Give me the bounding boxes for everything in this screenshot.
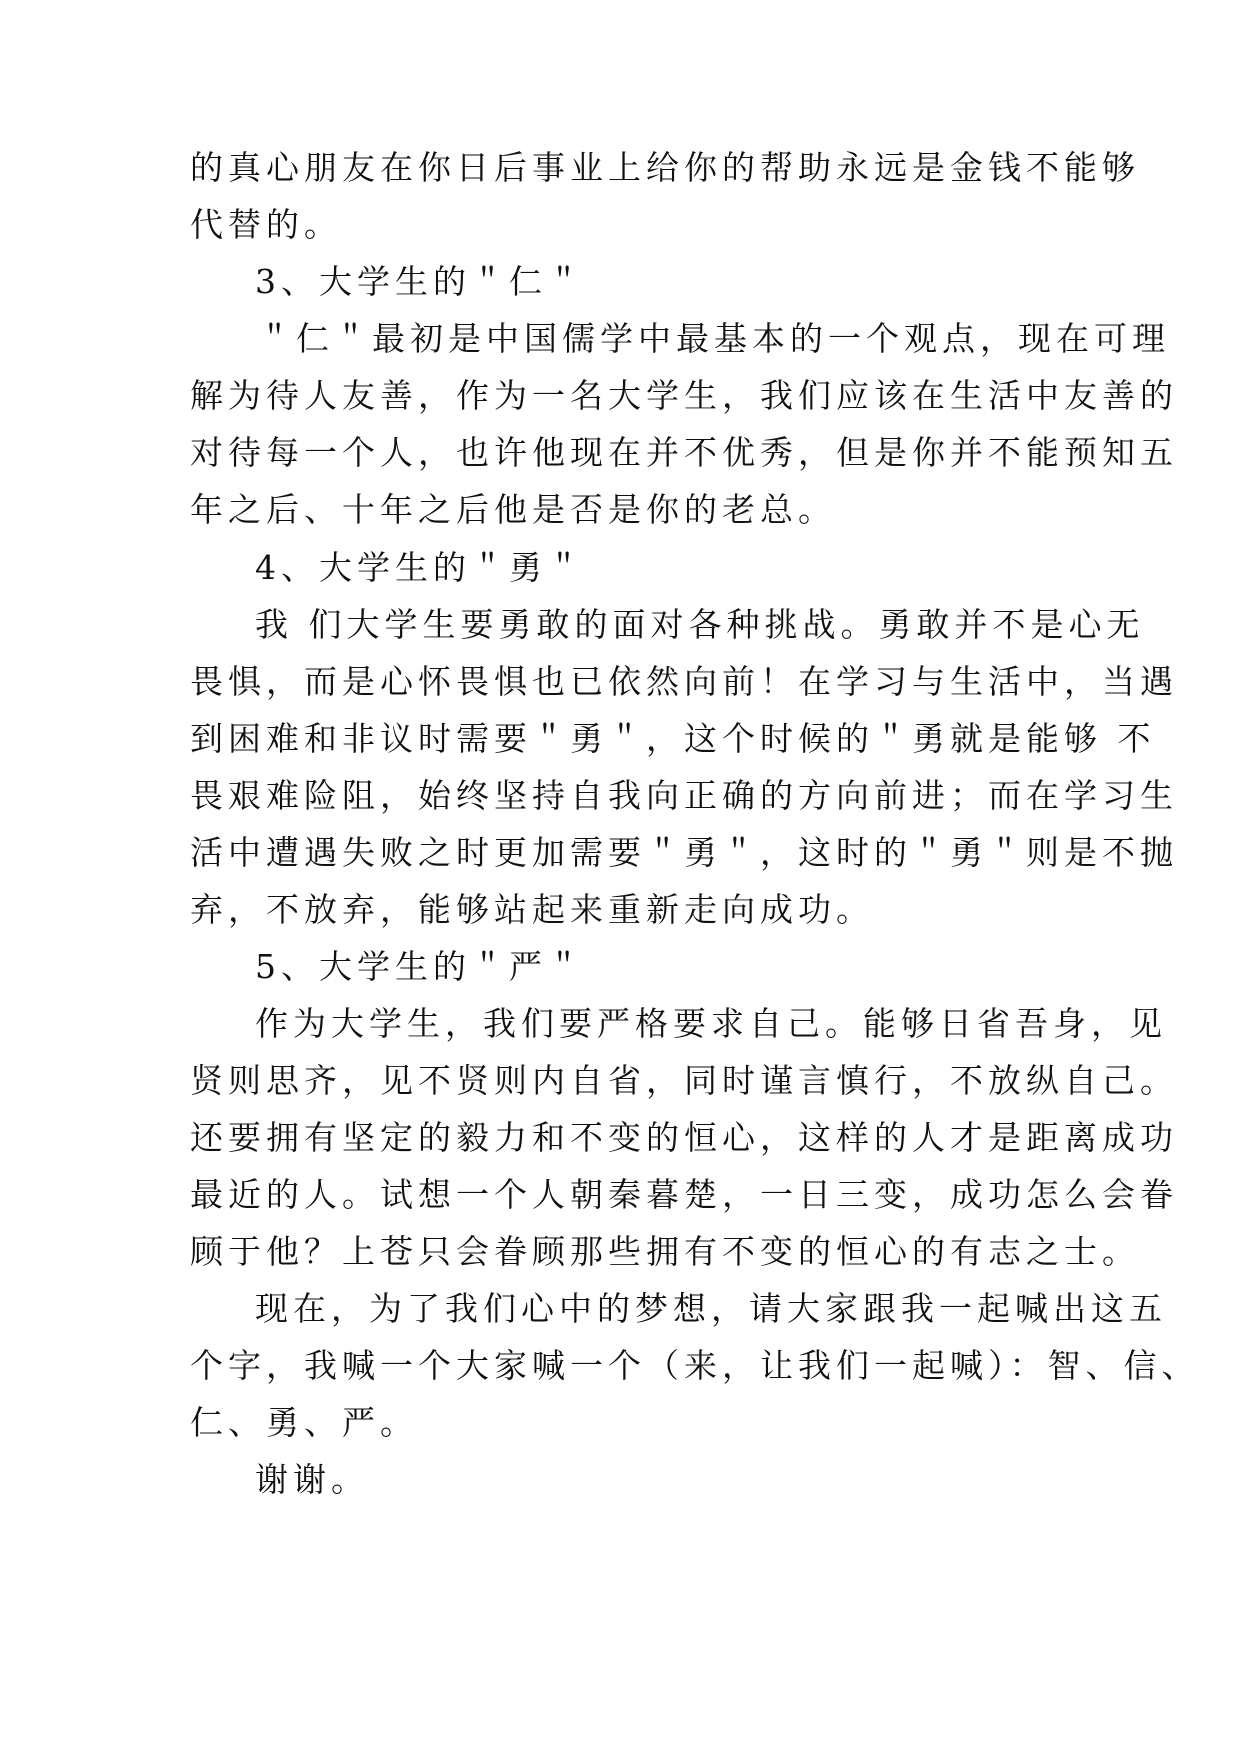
text-line: 畏惧，而是心怀畏惧也已依然向前！在学习与生活中，当遇	[190, 662, 1178, 701]
text-line: 的真心朋友在你日后事业上给你的帮助永远是金钱不能够	[190, 148, 1140, 187]
text-line: 个字，我喊一个大家喊一个（来，让我们一起喊）：智、信、	[190, 1346, 1200, 1385]
text-line: 代替的。	[190, 205, 342, 244]
text-line: 对待每一个人，也许他现在并不优秀，但是你并不能预知五	[190, 433, 1178, 472]
closing-thanks: 谢谢。	[255, 1460, 369, 1499]
text-line: 仁、勇、严。	[190, 1403, 418, 1442]
section-heading-yan: 5、大学生的＂严＂	[255, 947, 585, 986]
section-heading-ren: 3、大学生的＂仁＂	[255, 262, 585, 301]
text-line: 畏艰难险阻，始终坚持自我向正确的方向前进；而在学习生	[190, 776, 1178, 815]
text-line: 现在，为了我们心中的梦想，请大家跟我一起喊出这五	[255, 1289, 1167, 1328]
text-line: 年之后、十年之后他是否是你的老总。	[190, 490, 836, 529]
text-line: ＂仁＂最初是中国儒学中最基本的一个观点，现在可理	[258, 319, 1170, 358]
text-line: 还要拥有坚定的毅力和不变的恒心，这样的人才是距离成功	[190, 1118, 1178, 1157]
text-line: 我 们大学生要勇敢的面对各种挑战。勇敢并不是心无	[255, 605, 1145, 644]
text-line: 弃，不放弃，能够站起来重新走向成功。	[190, 890, 874, 929]
text-line: 活中遭遇失败之时更加需要＂勇＂，这时的＂勇＂则是不抛	[190, 833, 1178, 872]
text-line: 最近的人。试想一个人朝秦暮楚，一日三变，成功怎么会眷	[190, 1175, 1178, 1214]
text-line: 解为待人友善，作为一名大学生，我们应该在生活中友善的	[190, 376, 1178, 415]
text-line: 顾于他？上苍只会眷顾那些拥有不变的恒心的有志之士。	[190, 1232, 1140, 1271]
text-line: 到困难和非议时需要＂勇＂，这个时候的＂勇就是能够 不	[190, 719, 1156, 758]
text-line: 作为大学生，我们要严格要求自己。能够日省吾身，见	[255, 1004, 1167, 1043]
section-heading-yong: 4、大学生的＂勇＂	[255, 548, 585, 587]
text-line: 贤则思齐，见不贤则内自省，同时谨言慎行，不放纵自己。	[190, 1061, 1178, 1100]
